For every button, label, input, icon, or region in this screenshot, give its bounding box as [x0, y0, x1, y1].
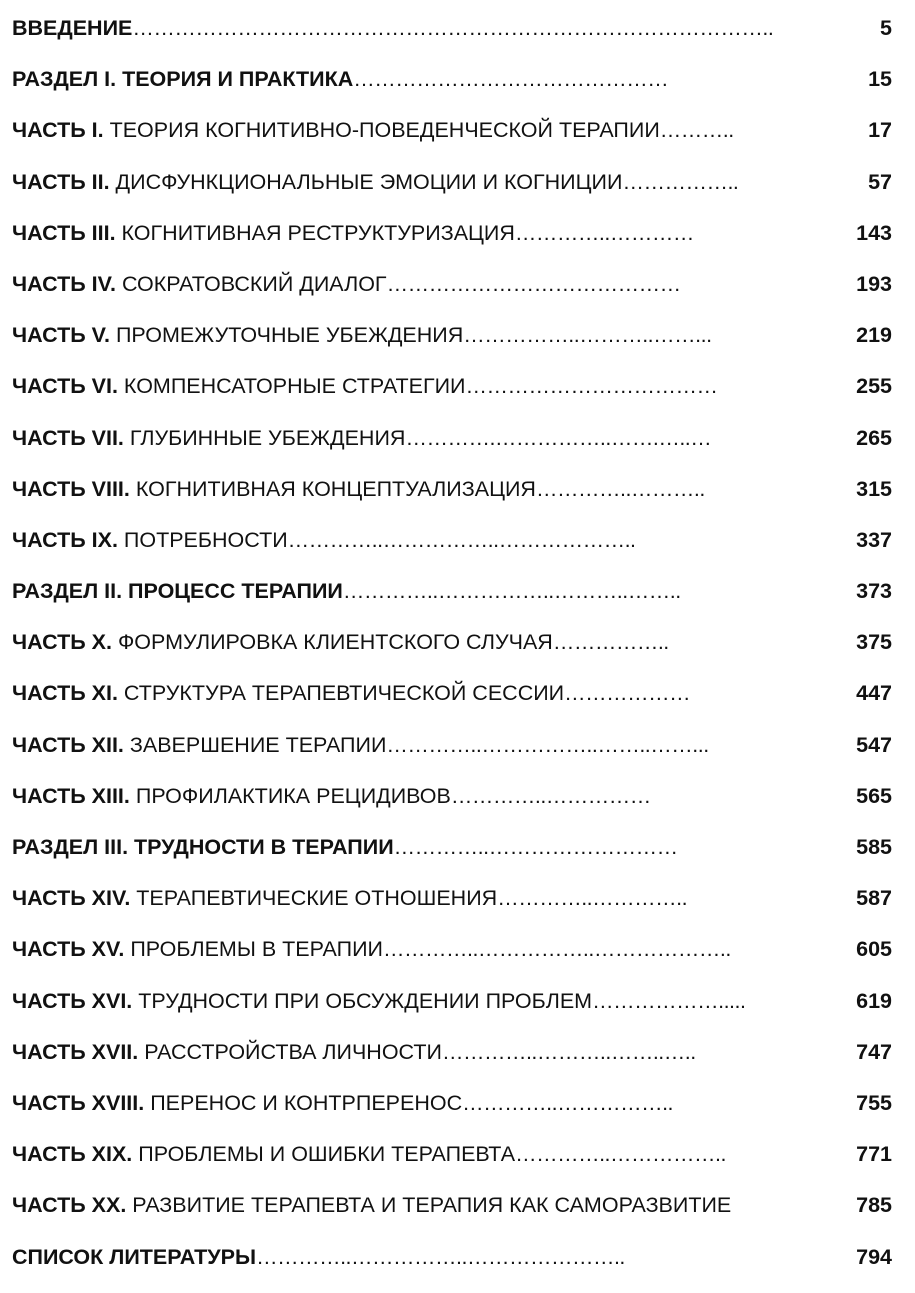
toc-entry — [12, 167, 892, 218]
toc-page-number: 315 — [856, 476, 892, 501]
toc-page-number: 619 — [856, 988, 892, 1013]
toc-page-number: 5 — [880, 16, 892, 40]
toc-entry-title — [12, 1139, 726, 1169]
toc-entry-title — [12, 832, 678, 862]
toc-entry-title — [12, 781, 651, 811]
toc-entry-label: РАЗДЕЛ I. ТЕОРИЯ И ПРАКТИКА — [12, 67, 354, 92]
toc-page-number: 143 — [856, 220, 892, 245]
toc-leader-dots: …………….. — [622, 169, 739, 194]
toc-entry-title — [12, 627, 669, 657]
toc-leader-dots: …………..………… — [514, 220, 694, 245]
toc-entry-title — [12, 883, 687, 913]
toc-entry-label: ЧАСТЬ IX. — [12, 527, 118, 552]
toc-page-number: 337 — [856, 527, 892, 552]
toc-entry-title — [12, 1037, 696, 1067]
toc-entry-title — [12, 678, 690, 708]
toc-leader-dots: ……………………………………… — [353, 67, 669, 92]
toc-page-number: 785 — [856, 1193, 892, 1218]
toc-entry-title — [12, 64, 668, 94]
toc-leader-dots: …………………………………… — [386, 271, 681, 296]
toc-entry-label: ЧАСТЬ VI. — [12, 374, 118, 399]
toc-leader-dots: …………..……………..……………….. — [287, 527, 636, 552]
toc-entry-name: ПРОМЕЖУТОЧНЫЕ УБЕЖДЕНИЯ — [110, 323, 464, 348]
toc-page-number: 587 — [856, 886, 892, 911]
toc-entry — [12, 320, 892, 371]
toc-entry-name: РАЗВИТИЕ ТЕРАПЕВТА И ТЕРАПИЯ КАК САМОРАЗВИТИЕ — [126, 1193, 732, 1218]
toc-page-number: 17 — [868, 118, 892, 143]
toc-leader-dots: ……………………………………………………………………………….. — [132, 16, 774, 40]
toc-entry-name: ТРУДНОСТИ ПРИ ОБСУЖДЕНИИ ПРОБЛЕМ — [132, 988, 593, 1013]
toc-entry-title — [12, 576, 681, 606]
toc-entry-label: РАЗДЕЛ III. ТРУДНОСТИ В ТЕРАПИИ — [12, 835, 394, 859]
toc-leader-dots: …………..…………….. — [515, 1142, 726, 1167]
toc-entry-title — [12, 423, 711, 453]
toc-page-number: 565 — [856, 783, 892, 808]
toc-entry-title — [12, 934, 731, 964]
toc-entry — [12, 576, 892, 627]
toc-entry-title — [12, 730, 709, 760]
toc-entry — [12, 218, 892, 269]
toc-entry-title — [12, 525, 636, 555]
toc-leader-dots: …………..……………..………..…….. — [342, 579, 681, 604]
toc-page-number: 375 — [856, 630, 892, 655]
toc-entry — [12, 730, 892, 781]
toc-entry-label: ЧАСТЬ IV. — [12, 271, 116, 296]
toc-entry-title — [12, 986, 745, 1016]
toc-entry-title — [12, 115, 734, 145]
toc-entry-title — [12, 1242, 625, 1272]
toc-entry — [12, 986, 892, 1037]
toc-entry-name: ФОРМУЛИРОВКА КЛИЕНТСКОГО СЛУЧАЯ — [111, 630, 553, 655]
toc-entry-name: СТРУКТУРА ТЕРАПЕВТИЧЕСКОЙ СЕССИИ — [117, 681, 565, 706]
toc-page-number: 255 — [856, 374, 892, 399]
toc-entry — [12, 1242, 892, 1293]
toc-entry-name: ПРОФИЛАКТИКА РЕЦИДИВОВ — [129, 783, 451, 808]
toc-entry — [12, 525, 892, 576]
toc-entry-name: КОМПЕНСАТОРНЫЕ СТРАТЕГИИ — [117, 374, 466, 399]
toc-leader-dots: ………………..... — [592, 988, 746, 1013]
table-of-contents — [12, 13, 892, 1293]
toc-entry-label: ЧАСТЬ II. — [12, 169, 110, 194]
toc-entry-label: ЧАСТЬ VII. — [12, 425, 124, 450]
toc-page-number: 373 — [856, 579, 892, 604]
toc-entry-label: ЧАСТЬ V. — [12, 323, 110, 348]
toc-entry-name: ПОТРЕБНОСТИ — [117, 527, 288, 552]
toc-entry-label: ЧАСТЬ I. — [12, 118, 104, 143]
toc-entry-title — [12, 371, 718, 401]
toc-entry-title — [12, 1190, 731, 1220]
toc-leader-dots: …………..…………… — [450, 783, 651, 808]
toc-page-number: 771 — [856, 1142, 892, 1167]
toc-leader-dots: …………….. — [552, 630, 669, 655]
toc-entry-label: РАЗДЕЛ II. ПРОЦЕСС ТЕРАПИИ — [12, 579, 343, 604]
toc-entry-label: ЧАСТЬ XVI. — [12, 988, 133, 1013]
toc-page-number: 15 — [868, 67, 892, 92]
toc-entry — [12, 678, 892, 729]
toc-entry-name: ТЕОРИЯ КОГНИТИВНО-ПОВЕДЕНЧЕСКОЙ ТЕРАПИИ — [103, 118, 660, 143]
toc-entry — [12, 423, 892, 474]
toc-entry — [12, 781, 892, 832]
toc-entry-name: СОКРАТОВСКИЙ ДИАЛОГ — [115, 271, 387, 296]
toc-leader-dots: ……………..………..……... — [463, 323, 712, 348]
toc-entry — [12, 1139, 892, 1190]
toc-leader-dots: ……………… — [564, 681, 691, 706]
toc-entry — [12, 474, 892, 525]
toc-page-number: 265 — [856, 425, 892, 450]
toc-entry-title — [12, 218, 694, 248]
toc-entry-label: ЧАСТЬ X. — [12, 630, 112, 655]
toc-entry-label: ЧАСТЬ VIII. — [12, 476, 130, 501]
toc-leader-dots: …………..……………..………………….. — [256, 1244, 625, 1269]
toc-entry-label: ЧАСТЬ XVII. — [12, 1039, 139, 1064]
toc-entry-name: ЗАВЕРШЕНИЕ ТЕРАПИИ — [123, 732, 387, 757]
toc-entry — [12, 832, 892, 883]
toc-page-number: 585 — [856, 835, 892, 859]
toc-entry — [12, 115, 892, 166]
toc-entry-name: РАССТРОЙСТВА ЛИЧНОСТИ — [138, 1039, 442, 1064]
toc-entry-name: КОГНИТИВНАЯ КОНЦЕПТУАЛИЗАЦИЯ — [129, 476, 536, 501]
toc-entry-label: ЧАСТЬ XIII. — [12, 783, 130, 808]
toc-entry-title — [12, 320, 712, 350]
toc-entry-title — [12, 1088, 673, 1118]
toc-entry — [12, 1190, 892, 1241]
toc-entry-label: ВВЕДЕНИЕ — [12, 16, 133, 40]
toc-entry-name: ГЛУБИННЫЕ УБЕЖДЕНИЯ — [123, 425, 406, 450]
toc-leader-dots: ……………………………… — [465, 374, 718, 399]
toc-entry-name: ПРОБЛЕМЫ В ТЕРАПИИ — [124, 937, 383, 962]
toc-entry-label: СПИСОК ЛИТЕРАТУРЫ — [12, 1244, 257, 1269]
toc-entry-title — [12, 167, 738, 197]
toc-entry-label: ЧАСТЬ XV. — [12, 937, 125, 962]
toc-entry — [12, 13, 892, 64]
toc-leader-dots: …………..………….. — [497, 886, 688, 911]
toc-page-number: 57 — [868, 169, 892, 194]
toc-entry-label: ЧАСТЬ XI. — [12, 681, 118, 706]
toc-leader-dots: …………..……….. — [535, 476, 705, 501]
toc-entry-name: ПЕРЕНОС И КОНТРПЕРЕНОС — [144, 1090, 463, 1115]
toc-entry — [12, 883, 892, 934]
toc-entry — [12, 64, 892, 115]
toc-page-number: 547 — [856, 732, 892, 757]
toc-page-number: 219 — [856, 323, 892, 348]
toc-leader-dots: …………..……………..……..……... — [386, 732, 709, 757]
toc-leader-dots: ……….. — [659, 118, 734, 143]
toc-entry — [12, 269, 892, 320]
toc-entry-name: ДИСФУНКЦИОНАЛЬНЫЕ ЭМОЦИИ И КОГНИЦИИ — [109, 169, 623, 194]
toc-entry-title — [12, 474, 705, 504]
toc-entry-label: ЧАСТЬ XIV. — [12, 886, 131, 911]
toc-entry — [12, 1088, 892, 1139]
toc-page-number: 747 — [856, 1039, 892, 1064]
toc-entry-label: ЧАСТЬ XX. — [12, 1193, 127, 1218]
toc-entry — [12, 1037, 892, 1088]
toc-page-number: 193 — [856, 271, 892, 296]
toc-entry — [12, 934, 892, 985]
toc-entry-name: ПРОБЛЕМЫ И ОШИБКИ ТЕРАПЕВТА — [132, 1142, 516, 1167]
toc-page-number: 755 — [856, 1090, 892, 1115]
toc-page-number: 447 — [856, 681, 892, 706]
toc-entry-label: ЧАСТЬ XII. — [12, 732, 124, 757]
toc-leader-dots: …………..……………..……………….. — [382, 937, 731, 962]
toc-page-number: 605 — [856, 937, 892, 962]
toc-entry-title — [12, 13, 773, 43]
toc-leader-dots: ………….……………..…….…..… — [405, 425, 712, 450]
toc-entry-title — [12, 269, 681, 299]
toc-entry — [12, 627, 892, 678]
toc-entry-label: ЧАСТЬ XIX. — [12, 1142, 133, 1167]
toc-page-number: 794 — [856, 1244, 892, 1269]
toc-entry-label: ЧАСТЬ III. — [12, 220, 116, 245]
toc-entry-name: ТЕРАПЕВТИЧЕСКИЕ ОТНОШЕНИЯ — [130, 886, 498, 911]
toc-leader-dots: …………..…………….. — [462, 1090, 674, 1115]
toc-entry — [12, 371, 892, 422]
toc-entry-name: КОГНИТИВНАЯ РЕСТРУКТУРИЗАЦИЯ — [115, 220, 515, 245]
toc-leader-dots: …………..………..……..….. — [441, 1039, 696, 1064]
toc-leader-dots: …………..……………………… — [393, 835, 678, 859]
toc-entry-label: ЧАСТЬ XVIII. — [12, 1090, 145, 1115]
